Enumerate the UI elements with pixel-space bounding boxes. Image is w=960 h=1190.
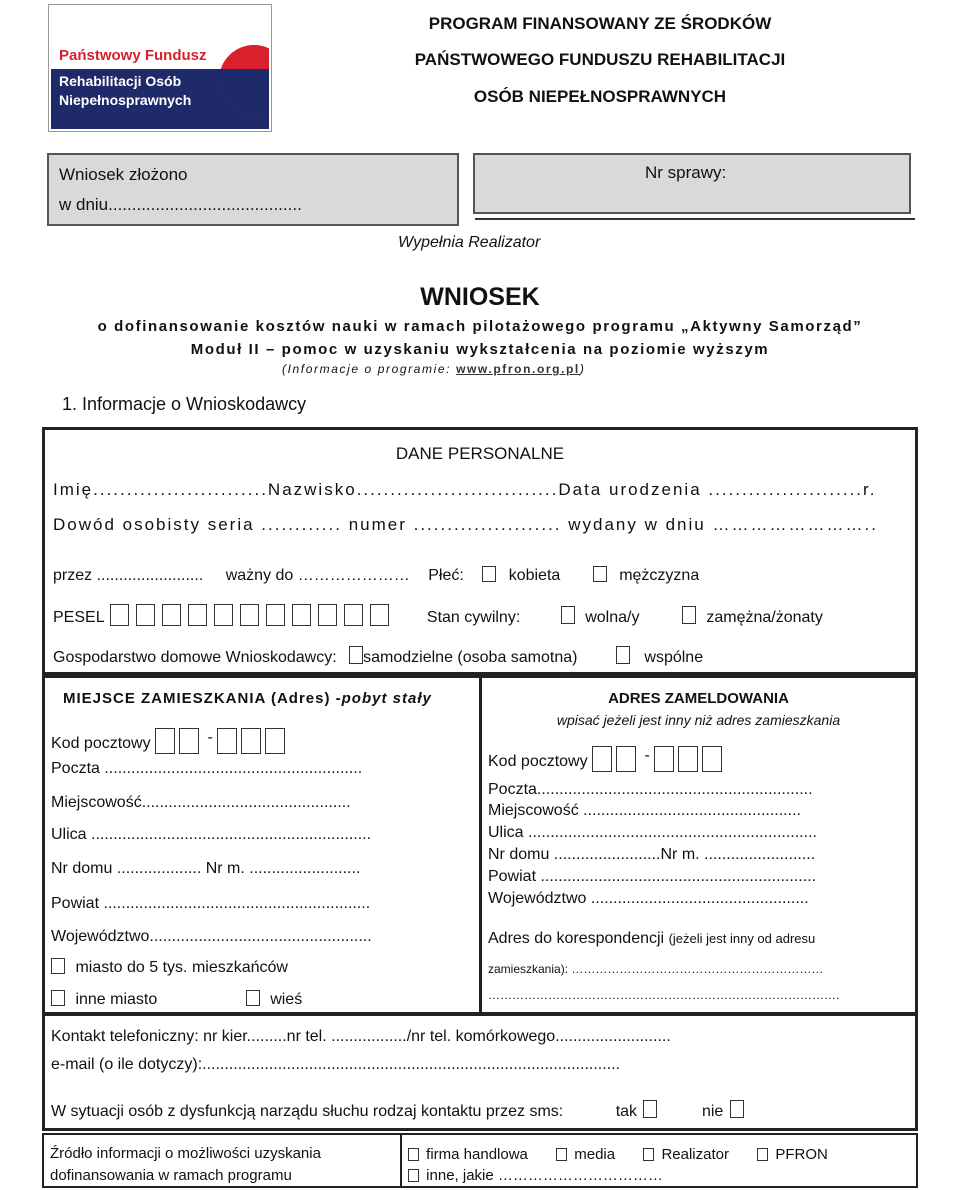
registration-city[interactable]: Miejscowość ................................................. [488,802,801,819]
pesel-row [53,604,823,627]
registration-voivodeship[interactable]: Województwo ................................................. [488,890,809,907]
female-label: kobieta [508,567,561,584]
household-label: Gospodarstwo domowe Wnioskodawcy: [53,649,337,666]
residence-county[interactable]: Powiat ............................................................ [51,895,371,912]
logo-line-2: Rehabilitacji Osób [59,73,182,89]
residence-postcode-label: Kod pocztowy [51,735,151,752]
case-number-underline [475,218,915,220]
section-1-label: 1. Informacje o Wnioskodawcy [62,394,307,414]
sms-no-checkbox[interactable] [730,1100,744,1118]
single-label: wolna/y [585,609,640,626]
source-label-1: Źródło informacji o możliwości uzyskania [50,1145,321,1162]
submitted-line-1: Wniosek złożono [59,165,188,184]
household-row [53,646,703,667]
small-town-checkbox[interactable] [51,958,65,974]
source-company-checkbox[interactable] [408,1148,419,1161]
source-other-checkbox[interactable] [408,1169,419,1182]
case-number-label: Nr sprawy: [645,163,727,182]
residence-heading-main: MIEJSCE ZAMIESZKANIA (Adres) - [63,690,342,707]
issued-by-field[interactable]: przez ........................ [53,567,204,584]
source-divider [400,1135,402,1186]
small-town-label: miasto do 5 tys. mieszkańców [75,959,288,976]
male-label: mężczyzna [619,567,700,584]
source-label-2: dofinansowania w ramach programu [50,1167,292,1184]
residence-box [42,675,482,1015]
program-info-link[interactable]: www.pfron.org.pl [456,362,580,376]
header-line-1: PROGRAM FINANSOWANY ZE ŚRODKÓW [428,14,772,33]
sms-yes-label: tak [615,1103,638,1120]
pesel-label: PESEL [53,609,104,626]
source-company-label: firma handlowa [426,1146,528,1163]
registration-postcode-label: Kod pocztowy [488,753,588,770]
source-box [42,1133,918,1188]
locality-type-row [51,990,302,1009]
name-birth-row[interactable]: Imię..........................Nazwisko..............................Data urodzenia .......................r. [53,480,877,499]
residence-postcode-row [51,728,289,754]
residence-post-office[interactable]: Poczta .......................................................... [51,760,363,777]
contact-box [42,1013,918,1131]
source-other-row [408,1167,663,1184]
registration-postcode-row [488,746,726,772]
household-shared-label: wspólne [644,649,704,666]
single-checkbox[interactable] [561,606,575,624]
male-checkbox[interactable] [593,566,607,582]
marital-status-label: Stan cywilny: [426,609,521,626]
other-town-checkbox[interactable] [51,990,65,1006]
registration-heading: ADRES ZAMELDOWANIA [608,690,789,707]
submitted-line-2: w dniu......................................... [59,195,302,214]
source-realizator-checkbox[interactable] [643,1148,654,1161]
source-realizator-label: Realizator [661,1146,729,1163]
logo-line-3: Niepełnosprawnych [59,92,192,108]
pfron-logo [48,4,272,132]
source-media-label: media [574,1146,616,1163]
id-document-row[interactable]: Dowód osobisty seria ............ numer ...................... wydany w dniu …………………….. [53,515,878,534]
village-label: wieś [270,991,303,1008]
source-pfron-checkbox[interactable] [757,1148,768,1161]
sms-label: W sytuacji osób z dysfunkcją narządu słuchu rodzaj kontaktu przez sms: [51,1103,564,1120]
household-single-label: samodzielne (osoba samotna) [363,649,578,666]
logo-red-band [51,7,269,129]
form-title: WNIOSEK [420,283,540,311]
filled-by-realizator: Wypełnia Realizator [398,234,541,251]
program-info-suffix: ) [579,362,586,376]
case-number-box[interactable] [473,153,911,214]
sms-no-label: nie [701,1103,724,1120]
program-info-prefix: (Informacje o programie: [282,362,457,376]
correspondence-note: (jeżeli jest inny od adresu [668,931,816,946]
source-media-checkbox[interactable] [556,1148,567,1161]
registration-subheading: wpisać jeżeli jest inny niż adres zamieszkania [556,712,841,728]
registration-county[interactable]: Powiat .............................................................. [488,868,817,885]
other-town-label: inne miasto [75,991,158,1008]
female-checkbox[interactable] [482,566,496,582]
correspondence-label: Adres do korespondencji [488,930,665,947]
personal-data-box [42,427,918,675]
header-line-2: PAŃSTWOWEGO FUNDUSZU REHABILITACJI [414,50,786,69]
household-single-checkbox[interactable] [349,646,363,664]
email-row[interactable]: e-mail (o ile dotyczy):.............................................................................................. [51,1056,621,1073]
program-info [282,362,585,376]
residence-heading [63,690,432,707]
issued-by-row [53,566,699,585]
correspondence-heading [488,930,815,948]
small-town-option [51,958,288,977]
residence-street[interactable]: Ulica ............................................................... [51,826,372,843]
submission-date-box[interactable] [47,153,459,226]
logo-line-1: Państwowy Fundusz [59,47,207,64]
form-subtitle-2: Moduł II – pomoc w uzyskaniu wykształcenia na poziomie wyższym [190,341,770,358]
household-shared-checkbox[interactable] [616,646,630,664]
phone-row[interactable]: Kontakt telefoniczny: nr kier.........nr tel. ................./nr tel. komórkowego.......................... [51,1028,671,1045]
registration-house-number[interactable]: Nr domu ........................Nr m. ......................... [488,846,816,863]
header-line-3: OSÓB NIEPEŁNOSPRAWNYCH [473,87,727,106]
gender-label: Płeć: [428,567,464,584]
residence-heading-italic: pobyt stały [341,690,432,707]
married-label: zamężna/żonaty [706,609,823,626]
source-options-row [408,1146,828,1163]
registration-street[interactable]: Ulica ................................................................. [488,824,817,841]
residence-postcode-input[interactable]: - [155,735,289,752]
residence-city[interactable]: Miejscowość............................................... [51,794,351,811]
married-checkbox[interactable] [682,606,696,624]
form-subtitle-1: o dofinansowanie kosztów nauki w ramach pilotażowego programu „Aktywny Samorząd” [97,318,863,335]
correspondence-address-line-1[interactable]: zamieszkania): ……………………………………………………… [488,962,824,976]
pesel-input[interactable] [110,609,400,626]
personal-heading: DANE PERSONALNE [395,444,565,463]
sms-row [51,1100,744,1121]
registration-post-office[interactable]: Poczta.............................................................. [488,781,813,798]
source-other-field[interactable]: inne, jakie …………………………… [426,1167,663,1184]
sms-yes-checkbox[interactable] [643,1100,657,1118]
residence-voivodeship[interactable]: Województwo.................................................. [51,928,372,945]
source-pfron-label: PFRON [775,1146,828,1163]
valid-until-field[interactable]: ważny do ………………… [225,567,410,584]
correspondence-address-line-2[interactable]: ……………………………………………………………………………. [488,988,840,1002]
residence-house-number[interactable]: Nr domu ................... Nr m. ......................... [51,860,361,877]
village-checkbox[interactable] [246,990,260,1006]
registration-box [479,675,918,1015]
registration-postcode-input[interactable]: - [592,753,726,770]
